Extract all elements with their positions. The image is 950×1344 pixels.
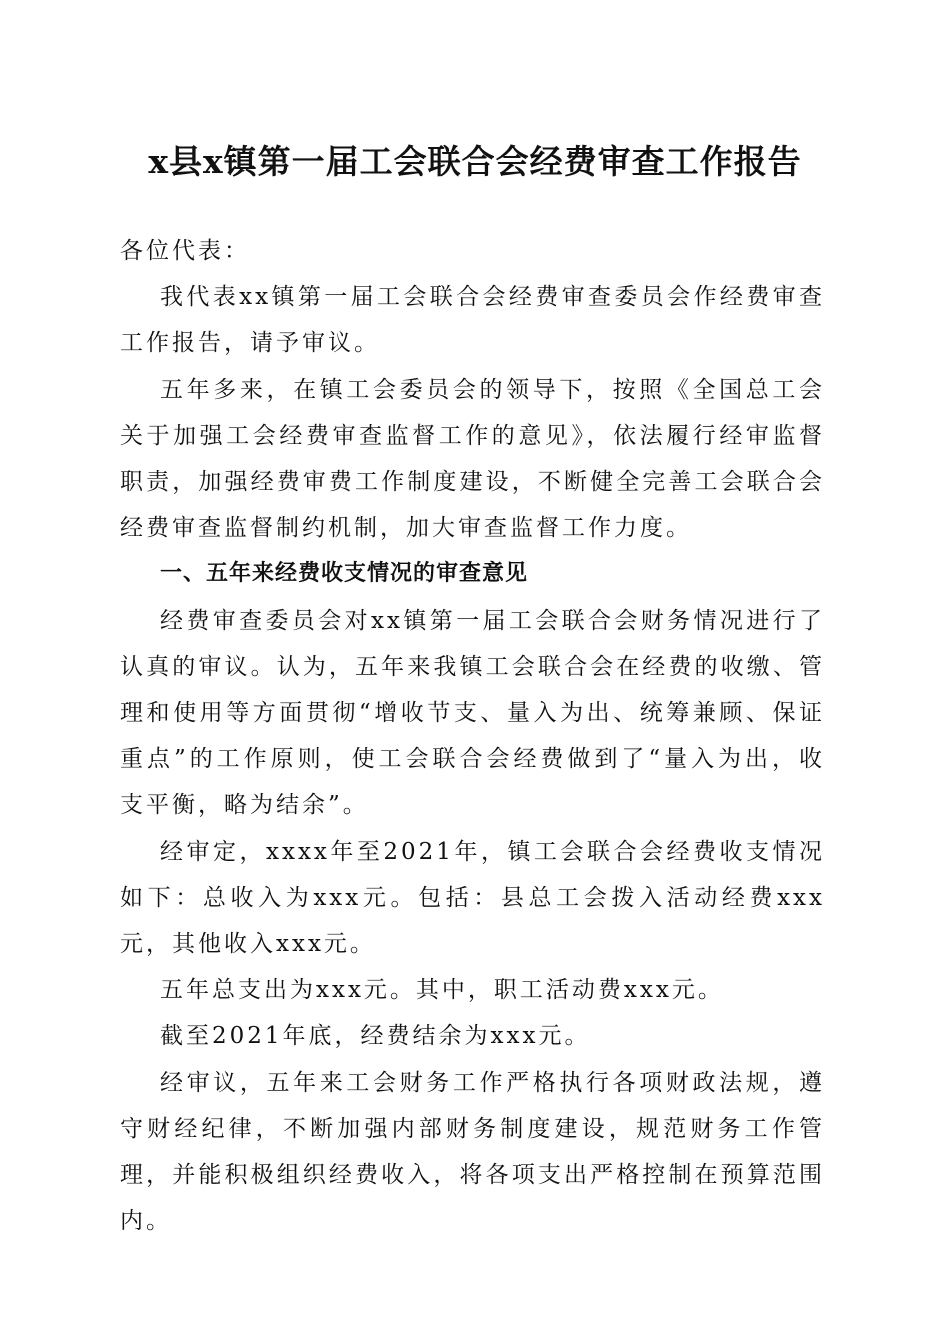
paragraph-income: 经审定，xxxx年至2021年，镇工会联合会经费收支情况如下：总收入为xxx元。包括：县总工会拨入活动经费xxx元，其他收入xxx元。 <box>120 838 825 958</box>
section-heading-1: 一、五年来经费收支情况的审查意见 <box>160 561 529 587</box>
salutation: 各位代表： <box>120 238 250 264</box>
paragraph-overview: 五年多来，在镇工会委员会的领导下，按照《全国总工会关于加强工会经费审查监督工作的意见》，依法履行经审监督职责，加强经费审费工作制度建设，不断健全完善工会联合会经费审查监督制约机制，加大审查监督工作力度。 <box>120 376 825 542</box>
paragraph-balance: 截至2021年底，经费结余为xxx元。 <box>160 1023 591 1050</box>
paragraph-review: 经费审查委员会对xx镇第一届工会联合会财务情况进行了认真的审议。认为，五年来我镇工会联合会在经费的收缴、管理和使用等方面贯彻“增收节支、量入为出、统筹兼顾、保证重点”的工作原则，使工会联合会经费做到了“量入为出，收支平衡，略为结余”。 <box>120 607 825 819</box>
paragraph-intro: 我代表xx镇第一届工会联合会经费审查委员会作经费审查工作报告，请予审议。 <box>120 284 825 357</box>
paragraph-expense: 五年总支出为xxx元。其中，职工活动费xxx元。 <box>160 977 724 1004</box>
document-body <box>120 228 825 1244</box>
paragraph-conclusion: 经审议，五年来工会财务工作严格执行各项财政法规，遵守财经纪律，不断加强内部财务制度建设，规范财务工作管理，并能积极组织经费收入，将各项支出严格控制在预算范围内。 <box>120 1069 825 1235</box>
document-title: x县x镇第一届工会联合会经费审查工作报告 <box>148 142 802 181</box>
